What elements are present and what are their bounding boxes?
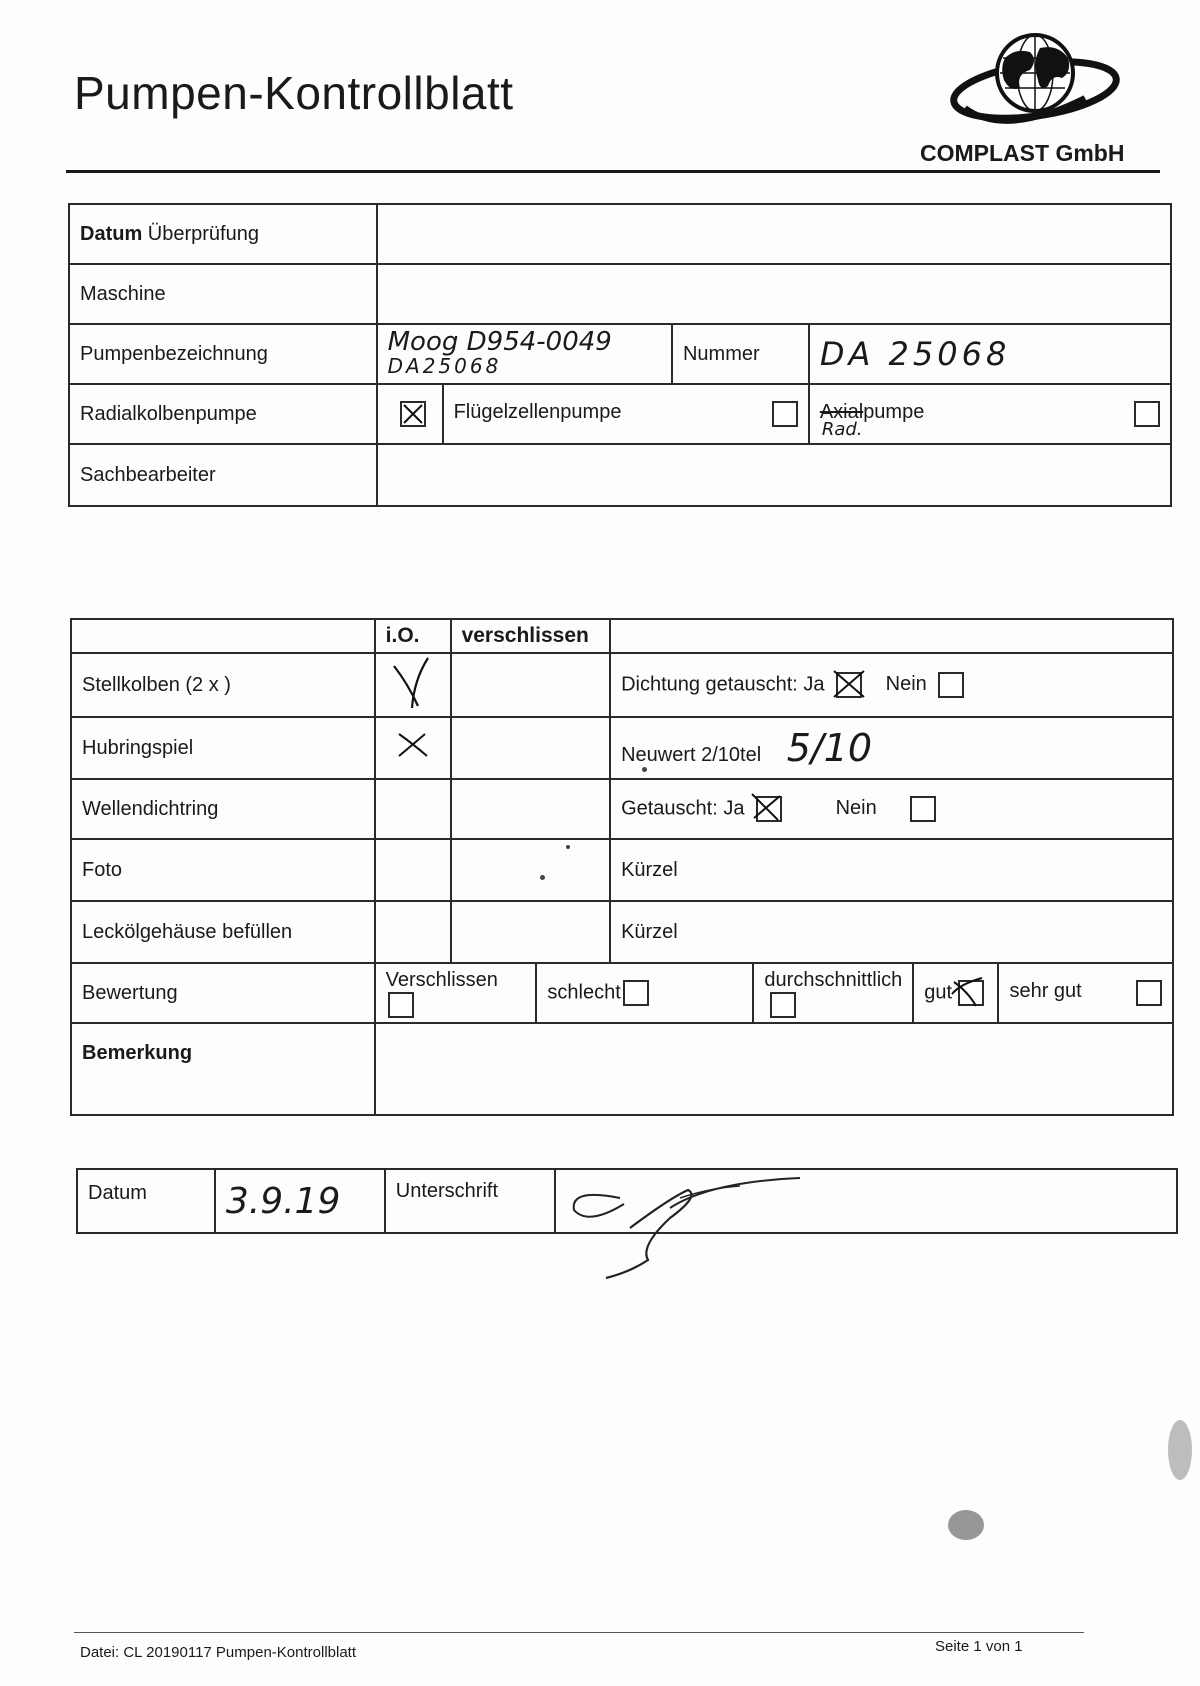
foto-kuerzel-cell[interactable] (610, 839, 1173, 901)
datum-field[interactable] (215, 1169, 385, 1233)
hubringspiel-label: Hubringspiel (71, 717, 375, 779)
globe-logo-icon (945, 28, 1125, 138)
leckoel-kuerzel-cell[interactable] (610, 901, 1173, 963)
getauscht-nein-checkbox[interactable] (910, 796, 936, 822)
footer-page: Seite 1 von 1 (935, 1638, 1023, 1655)
bemerkung-field[interactable] (375, 1023, 1173, 1115)
company-name: COMPLAST GmbH (920, 140, 1125, 166)
radialkolbenpumpe-cell (377, 384, 443, 444)
nummer-value: DA 25068 (819, 335, 1011, 373)
axialpumpe-cell (809, 384, 1171, 444)
fluegelzellenpumpe-cell (443, 384, 809, 444)
checked-x-icon (832, 669, 866, 699)
footer-file: Datei: CL 20190117 Pumpen-Kontrollblatt (80, 1644, 357, 1661)
bewertung-gut-checkbox[interactable] (958, 980, 984, 1006)
getauscht-label: Getauscht: Ja (621, 797, 745, 820)
wellendichtring-verschlissen-cell[interactable] (451, 779, 610, 839)
header-blank-right (610, 619, 1173, 653)
header-verschlissen: verschlissen (451, 619, 610, 653)
axialpumpe-label: pumpe (863, 401, 925, 423)
checked-x-icon (402, 403, 424, 425)
pumpenbezeichnung-value: Moog D954-0049 (387, 327, 612, 357)
kuerzel-label: Kürzel (621, 858, 678, 881)
bewertung-durchschnittlich-label: durchschnittlich (764, 968, 903, 991)
dichtung-ja-checkbox[interactable] (836, 672, 862, 698)
getauscht-cell (610, 779, 1173, 839)
bemerkung-label: Bemerkung (71, 1023, 375, 1115)
unterschrift-label: Unterschrift (385, 1169, 555, 1233)
axialpumpe-checkbox[interactable] (1134, 401, 1160, 427)
header-blank (71, 619, 375, 653)
footer-rule (74, 1632, 1084, 1633)
bewertung-durchschnittlich-cell (753, 963, 913, 1023)
checked-x-icon (748, 790, 784, 822)
scan-speck (540, 875, 545, 880)
datum-label: Datum (77, 1169, 215, 1233)
getauscht-ja-checkbox[interactable] (756, 796, 782, 822)
bewertung-sehr-gut-label: sehr gut (1009, 980, 1082, 1002)
datum-ueberpruefung-label: Datum Überprüfung (69, 204, 377, 264)
pumpenbezeichnung-value-2: DA25068 (387, 354, 502, 378)
dichtung-nein-checkbox[interactable] (938, 672, 964, 698)
bewertung-schlecht-cell (536, 963, 753, 1023)
neuwert-value: 5/10 (786, 726, 873, 770)
radialkolbenpumpe-label: Radialkolbenpumpe (69, 384, 377, 444)
wellendichtring-label: Wellendichtring (71, 779, 375, 839)
nummer-field[interactable] (809, 324, 1171, 384)
scan-speck (1168, 1420, 1192, 1480)
neuwert-label: Neuwert 2/10tel (621, 744, 762, 766)
pumpenbezeichnung-label: Pumpenbezeichnung (69, 324, 377, 384)
axialpumpe-handwritten: Rad. (821, 419, 863, 440)
bewertung-gut-label: gut (924, 981, 953, 1004)
hubringspiel-verschlissen-cell[interactable] (451, 717, 610, 779)
maschine-label: Maschine (69, 264, 377, 324)
bewertung-schlecht-label: schlecht (547, 981, 621, 1004)
inspection-table (70, 618, 1174, 1116)
bewertung-sehr-gut-cell (998, 963, 1173, 1023)
dichtung-nein-label: Nein (885, 673, 927, 696)
header-rule (66, 170, 1160, 173)
maschine-field[interactable] (377, 264, 1171, 324)
nummer-label: Nummer (672, 324, 809, 384)
radialkolbenpumpe-checkbox[interactable] (400, 401, 426, 427)
bewertung-schlecht-checkbox[interactable] (623, 980, 649, 1006)
stellkolben-verschlissen-cell[interactable] (451, 653, 610, 717)
pumpenbezeichnung-field[interactable] (377, 324, 672, 384)
sachbearbeiter-label: Sachbearbeiter (69, 444, 377, 506)
wellendichtring-io-cell[interactable] (375, 779, 451, 839)
leckoel-io-cell[interactable] (375, 901, 451, 963)
checked-x-icon (946, 974, 986, 1008)
getauscht-nein-label: Nein (835, 797, 877, 820)
scan-speck (642, 767, 647, 772)
fluegelzellenpumpe-checkbox[interactable] (772, 401, 798, 427)
neuwert-cell (610, 717, 1173, 779)
leckoel-label: Leckölgehäuse befüllen (71, 901, 375, 963)
sachbearbeiter-field[interactable] (377, 444, 1171, 506)
signature-scribble (560, 1168, 820, 1288)
scan-speck (566, 845, 570, 849)
stellkolben-label: Stellkolben (2 x ) (71, 653, 375, 717)
scan-speck (948, 1510, 984, 1540)
checkmark-x-icon (388, 654, 438, 710)
bewertung-label: Bewertung (71, 963, 375, 1023)
bewertung-verschlissen-label: Verschlissen (385, 968, 498, 991)
foto-label: Foto (71, 839, 375, 901)
bewertung-gut-cell (913, 963, 998, 1023)
page-title: Pumpen-Kontrollblatt (74, 67, 514, 119)
datum-ueberpruefung-field[interactable] (377, 204, 1171, 264)
bewertung-verschlissen-checkbox[interactable] (388, 992, 414, 1018)
dichtung-cell (610, 653, 1173, 717)
pump-info-table (68, 203, 1172, 507)
fluegelzellenpumpe-label: Flügelzellenpumpe (453, 401, 622, 423)
bewertung-durchschnittlich-checkbox[interactable] (770, 992, 796, 1018)
cross-mark-icon (395, 730, 431, 760)
hubringspiel-io-cell[interactable] (375, 717, 451, 779)
datum-value: 3.9.19 (225, 1180, 341, 1222)
leckoel-verschlissen-cell[interactable] (451, 901, 610, 963)
axialpumpe-label-struck: Axial (819, 401, 864, 423)
bewertung-sehr-gut-checkbox[interactable] (1136, 980, 1162, 1006)
header-io: i.O. (375, 619, 451, 653)
dichtung-label: Dichtung getauscht: Ja (621, 673, 825, 696)
kuerzel-label: Kürzel (621, 920, 678, 943)
foto-verschlissen-cell[interactable] (451, 839, 610, 901)
foto-io-cell[interactable] (375, 839, 451, 901)
stellkolben-io-cell[interactable] (375, 653, 451, 717)
bewertung-verschlissen-cell (375, 963, 537, 1023)
